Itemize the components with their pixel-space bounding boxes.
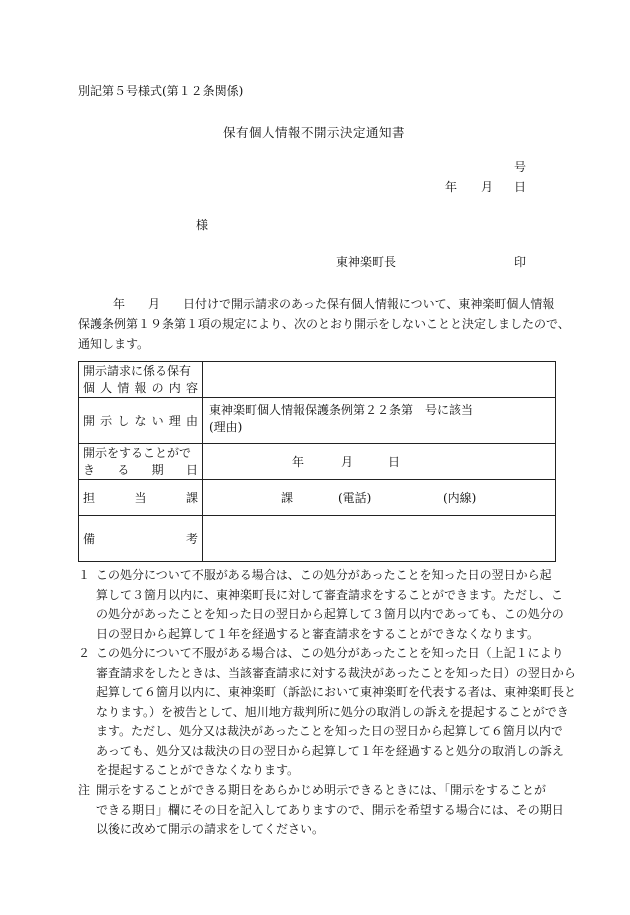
note-2: ２ この処分について不服がある場合は、この処分があったことを知った日（上記１により 審査請求をしたときは、当該審査請求に対する裁決があったことを知った日）の翌日から 起算して６箇月以内に、東神楽町（訴訟において東神楽町を代表する者は、東神楽町長と なります。）を被告として、旭川地方裁判所に処分の取消しの訴えを提起することができ ます。ただし、処分又は裁決があったことを知った日の翌日から起算して６箇月以内で あっても、処分又は裁決の日の翌日から起算して１年を経過すると処分の取消しの訴え を提起することができなくなります。 bbox=[78, 646, 577, 777]
table-row-department bbox=[79, 480, 556, 516]
label-request-content bbox=[79, 362, 203, 398]
note-caution-mark: 注 bbox=[78, 783, 91, 797]
sender-name: 東神楽町長 bbox=[336, 255, 397, 269]
intro-line-2: 保護条例第１９条第１項の規定により、次のとおり開示をしないことと決定しましたので、 bbox=[78, 317, 570, 331]
disclosure-year: 年 bbox=[292, 455, 305, 469]
document-number-suffix: 号 bbox=[514, 160, 527, 174]
department-extension: (内線) bbox=[443, 491, 477, 505]
note-2-number: ２ bbox=[78, 646, 91, 660]
department-suffix: 課 bbox=[281, 491, 294, 505]
intro-line-1: 日付けで開示請求のあった保有個人情報について、東神楽町個人情報 bbox=[183, 297, 555, 311]
label-disclosure-date: 開示をすることがで き る 期 日 bbox=[79, 444, 203, 480]
disclosure-month: 月 bbox=[341, 455, 354, 469]
issue-date-year: 年 bbox=[445, 180, 458, 194]
table-row-remarks bbox=[79, 516, 556, 562]
table-row-reason bbox=[79, 398, 556, 444]
table-row-disclosure-date bbox=[79, 444, 556, 480]
notice-table bbox=[78, 361, 556, 562]
intro-line-3: 通知します。 bbox=[78, 337, 150, 351]
label-reason: 開 示 し な い 理 由 bbox=[79, 398, 203, 444]
disclosure-day: 日 bbox=[388, 455, 401, 469]
note-1: １ この処分について不服がある場合は、この処分があったことを知った日の翌日から起 算して３箇月以内に、東神楽町長に対して審査請求をすることができます。ただし、こ の処分があったことを知った日の翌日から起算して３箇月以内であっても、この処分の 日の翌日から起算して１年を経過すると審査請求をすることができなくなります。 bbox=[78, 568, 564, 641]
issue-date-month: 月 bbox=[481, 180, 494, 194]
note-1-number: １ bbox=[78, 568, 91, 582]
reason-label: (理由) bbox=[209, 420, 243, 434]
intro-year: 年 bbox=[113, 297, 126, 311]
table-row-request-content bbox=[79, 362, 556, 398]
intro-month: 月 bbox=[148, 297, 161, 311]
value-reason[interactable] bbox=[203, 398, 556, 444]
department-phone: (電話) bbox=[338, 491, 372, 505]
value-remarks[interactable] bbox=[203, 516, 556, 562]
issue-date-day: 日 bbox=[514, 180, 527, 194]
value-department[interactable] bbox=[203, 480, 556, 516]
addressee-honorific: 様 bbox=[196, 218, 209, 232]
form-label: 別記第５号様式(第１２条関係) bbox=[78, 84, 244, 98]
note-caution: 注 開示をすることができる期日をあらかじめ明示できるときには、「開示をすることが できる期日」欄にその日を記入してありますので、開示を希望する場合には、その期日 以後に改めて開示の請求をしてください。 bbox=[78, 783, 564, 836]
label-request-content-line1: 開示請求に係る保有 bbox=[83, 363, 192, 378]
seal-mark: 印 bbox=[514, 255, 527, 269]
label-department: 担 当 課 bbox=[79, 480, 203, 516]
value-disclosure-date[interactable] bbox=[203, 444, 556, 480]
reason-clause: 東神楽町個人情報保護条例第２２条第 号に該当 bbox=[209, 403, 474, 417]
value-request-content[interactable] bbox=[203, 362, 556, 398]
document-title: 保有個人情報不開示決定通知書 bbox=[223, 125, 406, 140]
label-remarks: 備 考 bbox=[79, 516, 203, 562]
label-request-content-line2: 個 人 情 報 の 内 容 bbox=[83, 380, 198, 395]
